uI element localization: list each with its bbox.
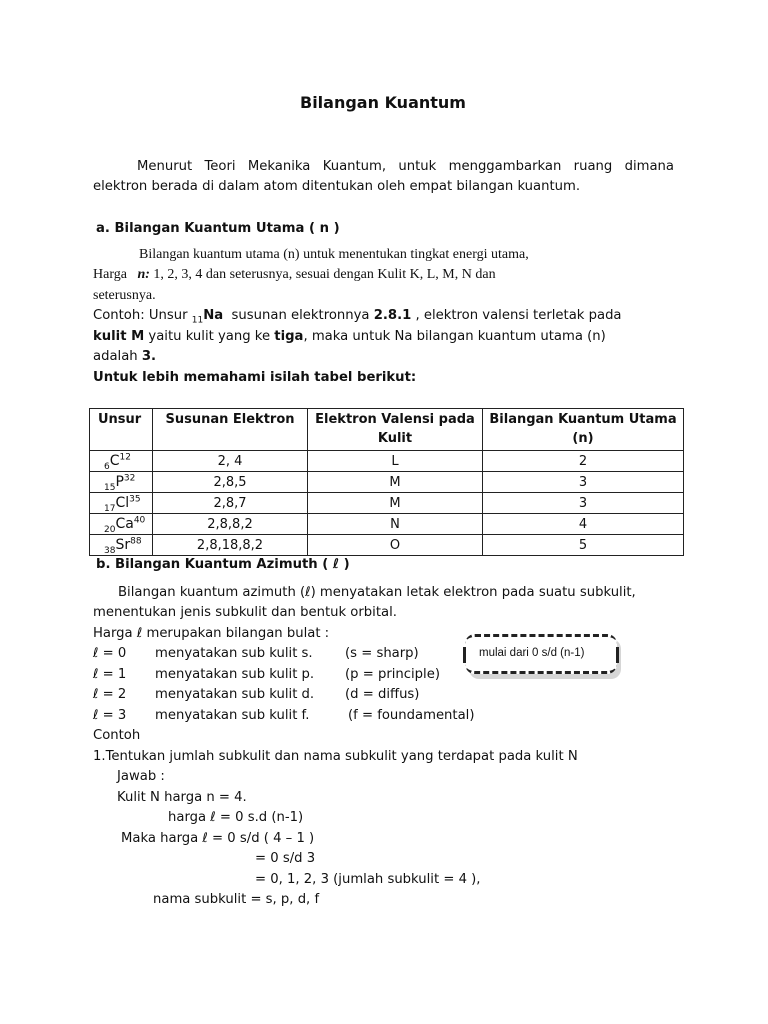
contoh-label: Contoh: xyxy=(93,308,145,323)
element-atomic-number: 20 xyxy=(104,524,116,535)
element-mass-number: 35 xyxy=(129,493,141,504)
solution-step-4: = 0 s/d 3 xyxy=(255,851,316,866)
table-header-bilangan: Bilangan Kuantum Utama (n) xyxy=(483,409,684,451)
element-mass-number: 12 xyxy=(119,451,131,462)
azimuth-item-note: (f = foundamental) xyxy=(348,708,475,723)
harga-rest: 1, 2, 3, 4 dan seterusnya, sesuai dengan Kulit K, L, M, N dan xyxy=(153,267,496,282)
section-a-seterusnya: seterusnya. xyxy=(93,288,156,303)
table-cell-config: 2,8,5 xyxy=(153,472,308,493)
intro-line-2: elektron berada di dalam atom ditentukan oleh empat bilangan kuantum. xyxy=(93,179,581,194)
element-symbol: Sr xyxy=(115,536,131,553)
table-cell-shell: O xyxy=(308,535,483,556)
callout-right-bar xyxy=(616,647,619,663)
tiga: tiga xyxy=(274,329,304,344)
table-row xyxy=(90,451,684,472)
intro-line-1: Menurut Teori Mekanika Kuantum, untuk menggambarkan ruang dimana xyxy=(137,159,674,174)
element-atomic-number: 6 xyxy=(104,461,110,472)
azimuth-item-val: ℓ = 2 xyxy=(93,687,127,702)
contoh-text-3: , elektron valensi terletak pada xyxy=(415,308,622,323)
callout-left-bar xyxy=(463,647,466,663)
three: 3. xyxy=(141,349,157,364)
element-atomic-number: 17 xyxy=(104,503,116,514)
section-a-harga-line xyxy=(93,265,496,285)
table-row xyxy=(90,472,684,493)
element-atomic-number: 38 xyxy=(104,545,116,556)
harga-n: n: xyxy=(137,267,150,282)
azimuth-item-desc: menyatakan sub kulit d. xyxy=(155,687,315,702)
section-a-contoh-line xyxy=(93,306,622,326)
section-b-para-1: Bilangan kuantum azimuth (ℓ) menyatakan letak elektron pada suatu subkulit, xyxy=(118,585,636,600)
azimuth-item-val: ℓ = 3 xyxy=(93,708,127,723)
section-b-heading: b. Bilangan Kuantum Azimuth ( ℓ ) xyxy=(96,557,350,572)
harga-prefix: Harga xyxy=(93,267,127,282)
element-symbol: Cl xyxy=(115,494,130,511)
table-cell-element xyxy=(90,535,153,556)
page-title: Bilangan Kuantum xyxy=(300,93,466,112)
range-callout xyxy=(465,634,617,674)
element-symbol: P xyxy=(115,473,124,490)
azimuth-item-val: ℓ = 1 xyxy=(93,667,127,682)
quantum-table xyxy=(89,408,684,556)
table-cell-config: 2,8,8,2 xyxy=(153,514,308,535)
table-cell-shell: N xyxy=(308,514,483,535)
section-a-kulit-line xyxy=(93,327,606,347)
table-row xyxy=(90,514,684,535)
table-cell-config: 2, 4 xyxy=(153,451,308,472)
jawab-label: Jawab : xyxy=(117,769,165,784)
contoh-config: 2.8.1 xyxy=(373,308,412,323)
contoh-sub: 11 xyxy=(191,315,204,326)
element-atomic-number: 15 xyxy=(104,482,116,493)
table-cell-shell: M xyxy=(308,493,483,514)
contoh-label-b: Contoh xyxy=(93,728,141,743)
table-header-susunan: Susunan Elektron xyxy=(153,409,308,451)
table-row xyxy=(90,535,684,556)
table-cell-n: 2 xyxy=(483,451,684,472)
azimuth-item-note: (p = principle) xyxy=(345,667,440,682)
solution-step-5: = 0, 1, 2, 3 (jumlah subkulit = 4 ), xyxy=(255,872,481,887)
element-mass-number: 88 xyxy=(130,535,142,546)
table-header-valensi: Elektron Valensi pada Kulit xyxy=(308,409,483,451)
element-symbol: C xyxy=(109,452,120,469)
solution-step-6: nama subkulit = s, p, d, f xyxy=(153,892,320,907)
table-cell-element xyxy=(90,451,153,472)
table-cell-config: 2,8,18,8,2 xyxy=(153,535,308,556)
table-cell-element xyxy=(90,514,153,535)
azimuth-item-desc: menyatakan sub kulit s. xyxy=(155,646,313,661)
contoh-element: Na xyxy=(203,308,224,323)
solution-step-3: Maka harga ℓ = 0 s/d ( 4 – 1 ) xyxy=(121,831,315,846)
azimuth-item-val: ℓ = 0 xyxy=(93,646,127,661)
table-cell-shell: L xyxy=(308,451,483,472)
kulit-m: kulit M xyxy=(93,329,145,344)
azimuth-item-desc: menyatakan sub kulit p. xyxy=(155,667,315,682)
section-b-para-2: menentukan jenis subkulit dan bentuk orbital. xyxy=(93,605,397,620)
section-b-harga: Harga ℓ merupakan bilangan bulat : xyxy=(93,626,330,641)
line-b1: yaitu kulit yang ke xyxy=(148,329,271,344)
azimuth-item-note: (d = diffus) xyxy=(345,687,420,702)
adalah: adalah xyxy=(93,349,138,364)
table-cell-n: 4 xyxy=(483,514,684,535)
table-intro: Untuk lebih memahami isilah tabel berikut: xyxy=(93,370,417,385)
table-cell-n: 5 xyxy=(483,535,684,556)
solution-step-2: harga ℓ = 0 s.d (n-1) xyxy=(168,810,304,825)
table-cell-element xyxy=(90,472,153,493)
azimuth-item-note: (s = sharp) xyxy=(345,646,419,661)
azimuth-item-desc: menyatakan sub kulit f. xyxy=(155,708,310,723)
table-header-row xyxy=(90,409,684,451)
table-row xyxy=(90,493,684,514)
contoh-text-2: susunan elektronnya xyxy=(231,308,370,323)
element-mass-number: 40 xyxy=(133,514,146,525)
table-cell-config: 2,8,7 xyxy=(153,493,308,514)
table-cell-element xyxy=(90,493,153,514)
section-a-adalah-line xyxy=(93,347,156,367)
element-symbol: Ca xyxy=(115,515,134,532)
callout-text: mulai dari 0 s/d (n-1) xyxy=(479,647,585,659)
element-mass-number: 32 xyxy=(123,472,136,483)
solution-step-1: Kulit N harga n = 4. xyxy=(117,790,247,805)
contoh-text-1: Unsur xyxy=(148,308,188,323)
table-cell-n: 3 xyxy=(483,493,684,514)
table-cell-shell: M xyxy=(308,472,483,493)
question-1: 1.Tentukan jumlah subkulit dan nama subkulit yang terdapat pada kulit N xyxy=(93,749,578,764)
section-a-heading: a. Bilangan Kuantum Utama ( n ) xyxy=(96,221,340,236)
line-b2: , maka untuk Na bilangan kuantum utama (n) xyxy=(303,329,606,344)
table-header-unsur: Unsur xyxy=(90,409,153,451)
table-cell-n: 3 xyxy=(483,472,684,493)
section-a-para-1: Bilangan kuantum utama (n) untuk menentukan tingkat energi utama, xyxy=(139,247,529,262)
